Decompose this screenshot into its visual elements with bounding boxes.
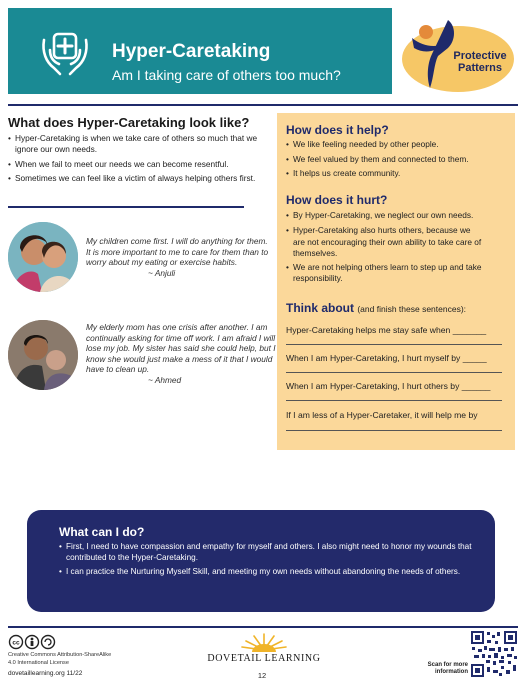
page-number: 12 xyxy=(257,671,267,680)
section-heading-action: What can I do? xyxy=(59,525,145,539)
list-item: • We feel valued by them and connected to them. xyxy=(286,154,508,165)
divider xyxy=(8,206,244,208)
quote-author: ~ Anjuli xyxy=(148,267,176,278)
quote-text: My children come first. I will do anything for them. It is more important to me to care for them than to worry about my eating or exercise habits. xyxy=(86,236,269,268)
list-item: • First, I need to have compassion and empathy for myself and others. I also might need to honor my wounds that contributed to the Hyper-Caretaking. xyxy=(59,542,479,563)
quote-ahmed xyxy=(86,322,276,386)
list-item: are not encouraging their own ability to take care of themselves. xyxy=(293,237,482,258)
quote-text: My elderly mom has one crisis after another. I am continually asking for time off work. I am afraid I will lose my job. My sister has said she could help, but I know she would just make a mess of it that I would have to clean up. xyxy=(86,322,276,375)
prompt-text: Hyper-Caretaking helps me stay safe when _______ xyxy=(286,325,487,335)
mother-daughter-photo xyxy=(8,222,78,292)
what-can-i-do-box xyxy=(27,510,495,612)
answer-line[interactable] xyxy=(286,430,502,431)
list-item: • It helps us create community. xyxy=(286,168,508,179)
divider xyxy=(8,626,518,628)
quote-author: ~ Ahmed xyxy=(148,374,182,385)
badge-line-1: Protective xyxy=(453,50,507,62)
scan-line-1: Scan for more xyxy=(427,662,468,668)
list-item: • We are not helping others learn to step up and take responsibility. xyxy=(286,262,508,283)
think-title: Think about xyxy=(286,301,354,315)
list-item: • I can practice the Nurturing Myself Skill, and meeting my own needs without abandoning the needs of others. xyxy=(59,567,479,578)
what-list xyxy=(8,133,264,188)
prompt-text: If I am less of a Hyper-Caretaker, it will help me by xyxy=(286,410,478,420)
help-list xyxy=(286,139,508,183)
badge-label xyxy=(442,50,518,74)
quote-anjuli xyxy=(86,236,274,278)
answer-line[interactable] xyxy=(286,400,502,401)
page-subtitle: Am I taking care of others too much? xyxy=(112,67,341,83)
protective-patterns-badge xyxy=(398,12,518,94)
photo-placeholder-icon xyxy=(8,222,78,292)
dovetail-sun-logo xyxy=(206,630,322,670)
section-heading-hurt: How does it hurt? xyxy=(286,193,388,207)
think-note: (and finish these sentences): xyxy=(357,304,467,314)
list-item: • By Hyper-Caretaking, we neglect our own needs. xyxy=(286,210,508,221)
section-heading-think xyxy=(286,301,466,315)
list-item: • Hyper-Caretaking also hurts others, because we xyxy=(286,225,508,236)
dovetail-learning-logo-text: DOVETAIL LEARNING xyxy=(207,653,321,664)
prompt-text: When I am Hyper-Caretaking, I hurt others by ______ xyxy=(286,381,491,391)
creative-commons-icon xyxy=(8,634,56,650)
list-item: • Sometimes we can feel like a victim of always helping others first. xyxy=(8,173,264,184)
photo-placeholder-icon xyxy=(8,320,78,390)
page-title: Hyper-Caretaking xyxy=(112,41,271,62)
scan-caption xyxy=(412,662,468,676)
license-text: Creative Commons Attribution-ShareAlike xyxy=(8,652,112,658)
divider xyxy=(8,104,518,106)
header-banner xyxy=(8,8,392,94)
list-item: • We like feeling needed by other people. xyxy=(286,139,508,150)
website-link[interactable]: dovetaillearning.org 11/22 xyxy=(8,670,83,677)
help-hurt-panel xyxy=(277,113,515,450)
section-heading-help: How does it help? xyxy=(286,123,389,137)
section-heading-what: What does Hyper-Caretaking look like? xyxy=(8,115,250,130)
badge-line-2: Patterns xyxy=(457,62,503,74)
hurt-list xyxy=(286,210,508,288)
caring-hands-icon xyxy=(40,30,90,76)
list-item: • Hyper-Caretaking is when we take care of others so much that we ignore our own needs. xyxy=(8,133,264,155)
scan-line-2: information xyxy=(435,669,468,675)
answer-line[interactable] xyxy=(286,372,502,373)
man-with-mother-photo xyxy=(8,320,78,390)
answer-line[interactable] xyxy=(286,344,502,345)
svg-text:cc: cc xyxy=(12,639,20,647)
action-list xyxy=(59,542,479,582)
license-text: 4.0 International License xyxy=(8,660,69,666)
prompt-text: When I am Hyper-Caretaking, I hurt myself by _____ xyxy=(286,353,487,363)
qr-code-icon[interactable] xyxy=(470,630,518,678)
list-item: • When we fail to meet our needs we can become resentful. xyxy=(8,159,264,170)
